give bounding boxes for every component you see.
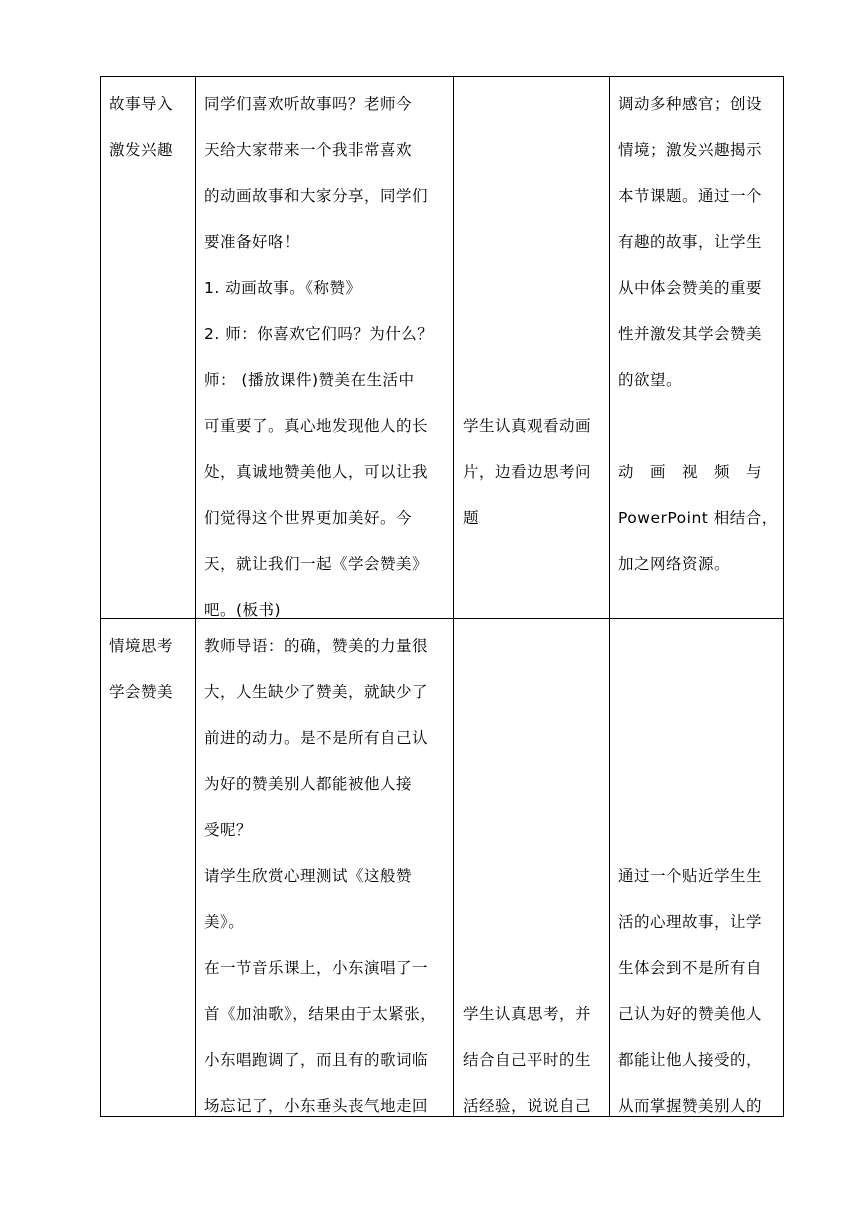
teacher-activity-line: 师： (播放课件)赞美在生活中	[204, 371, 415, 389]
student-activity-cell	[454, 77, 610, 619]
table-row	[101, 619, 784, 1117]
teacher-activity-line: 处，真诚地赞美他人，可以让我	[204, 463, 429, 481]
student-activity-line: 片，边看边思考问	[463, 463, 592, 481]
teacher-activity-line: 美》。	[204, 913, 245, 931]
design-intent-line: 调动多种感官；创设	[618, 95, 763, 113]
teacher-activity-line: 1. 动画故事。《称赞》	[204, 279, 362, 297]
design-intent-line: 情境；激发兴趣揭示	[618, 141, 763, 159]
design-intent-line: 加之网络资源。	[618, 555, 731, 573]
teacher-activity-cell	[196, 619, 454, 1117]
teacher-activity-line: 可重要了。真心地发现他人的长	[204, 417, 429, 435]
student-activity-line: 学生认真观看动画	[463, 417, 592, 435]
teacher-activity-line: 请学生欣赏心理测试《这般赞	[204, 867, 413, 885]
teacher-activity-line: 天，就让我们一起《学会赞美》	[204, 555, 429, 573]
stage-cell	[101, 77, 196, 619]
teacher-activity-line: 在一节音乐课上，小东演唱了一	[204, 959, 429, 977]
teacher-activity-line: 教师导语：的确，赞美的力量很	[204, 637, 429, 655]
stage-label: 激发兴趣	[109, 141, 174, 159]
design-intent-line: 都能让他人接受的，	[618, 1051, 763, 1069]
stage-label: 学会赞美	[109, 683, 174, 701]
design-intent-line: 己认为好的赞美他人	[618, 1005, 763, 1023]
stage-label: 故事导入	[109, 95, 174, 113]
teacher-activity-line: 的动画故事和大家分享，同学们	[204, 187, 429, 205]
student-activity-line: 题	[463, 509, 480, 527]
teacher-activity-cell	[196, 77, 454, 619]
stage-cell	[101, 619, 196, 1117]
teacher-activity-line: 要准备好咯！	[204, 233, 301, 251]
student-activity-line: 活经验，说说自己	[463, 1097, 592, 1115]
teacher-activity-line: 场忘记了，小东垂头丧气地走回	[204, 1097, 429, 1115]
design-intent-line: 动 画 视 频 与	[618, 463, 763, 481]
teacher-activity-line: 大，人生缺少了赞美，就缺少了	[204, 683, 429, 701]
design-intent-line: 的欲望。	[618, 371, 683, 389]
teacher-activity-line: 小东唱跑调了，而且有的歌词临	[204, 1051, 429, 1069]
teacher-activity-line: 同学们喜欢听故事吗？老师今	[204, 95, 413, 113]
teacher-activity-line: 吧。(板书)	[204, 601, 282, 619]
design-intent-line: 本节课题。通过一个	[618, 187, 763, 205]
teacher-activity-line: 前进的动力。是不是所有自己认	[204, 729, 429, 747]
teacher-activity-line: 受呢？	[204, 821, 253, 839]
design-intent-line: PowerPoint 相结合，	[618, 509, 778, 527]
design-intent-line: 通过一个贴近学生生	[618, 867, 763, 885]
stage-label: 情境思考	[109, 637, 174, 655]
teacher-activity-line: 们觉得这个世界更加美好。今	[204, 509, 413, 527]
teacher-activity-line: 2. 师：你喜欢它们吗？为什么？	[204, 325, 434, 343]
lesson-plan-table	[100, 76, 784, 1117]
design-intent-line: 从而掌握赞美别人的	[618, 1097, 763, 1115]
design-intent-line: 活的心理故事，让学	[618, 913, 763, 931]
student-activity-line: 学生认真思考，并	[463, 1005, 592, 1023]
design-intent-line: 从中体会赞美的重要	[618, 279, 763, 297]
design-intent-line: 生体会到不是所有自	[618, 959, 763, 977]
student-activity-line: 结合自己平时的生	[463, 1051, 592, 1069]
teacher-activity-line: 为好的赞美别人都能被他人接	[204, 775, 413, 793]
design-intent-cell	[610, 619, 784, 1117]
student-activity-cell	[454, 619, 610, 1117]
table-row	[101, 77, 784, 619]
teacher-activity-line: 首《加油歌》，结果由于太紧张，	[204, 1005, 437, 1023]
design-intent-line: 有趣的故事，让学生	[618, 233, 763, 251]
design-intent-cell	[610, 77, 784, 619]
design-intent-line: 性并激发其学会赞美	[618, 325, 763, 343]
teacher-activity-line: 天给大家带来一个我非常喜欢	[204, 141, 413, 159]
